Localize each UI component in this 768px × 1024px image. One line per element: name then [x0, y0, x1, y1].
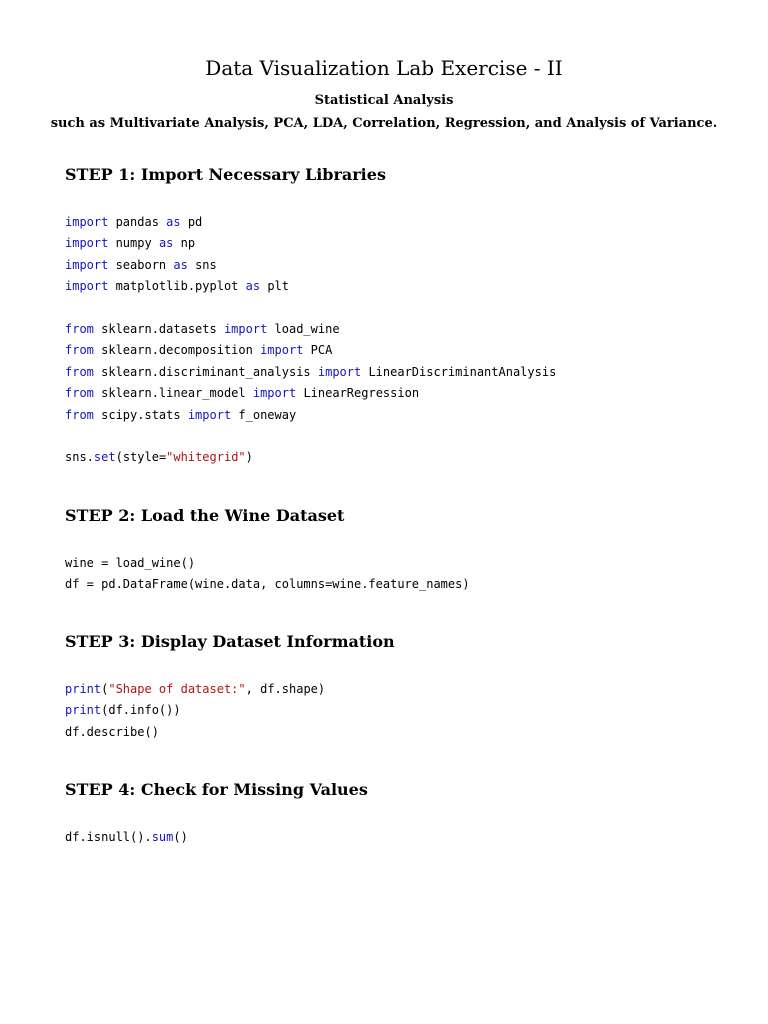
- code-line: [65, 340, 556, 361]
- code-line: [65, 212, 556, 233]
- code-text: df.isnull().: [65, 830, 152, 844]
- code-line: [65, 700, 325, 721]
- code-text: ): [245, 450, 253, 465]
- code-text: pd: [180, 215, 203, 229]
- code-text: sklearn.discriminant_analysis: [93, 364, 318, 379]
- code-text: (style=: [115, 450, 167, 465]
- code-keyword: as: [166, 215, 181, 229]
- code-text: LinearRegression: [296, 386, 420, 401]
- step-1-code-block: [65, 212, 556, 469]
- code-keyword: import: [65, 215, 109, 229]
- code-text: seaborn: [108, 257, 174, 272]
- step-4-code-block: [65, 827, 188, 848]
- code-text: plt: [260, 279, 289, 294]
- code-text: PCA: [303, 343, 333, 358]
- code-text: sns: [187, 257, 217, 272]
- code-text: pandas: [108, 215, 167, 229]
- code-keyword: from: [65, 386, 94, 401]
- step-3-code-block: [65, 679, 325, 743]
- code-string: "Shape of dataset:": [108, 682, 246, 696]
- code-line: [65, 553, 470, 574]
- code-keyword: import: [65, 257, 109, 272]
- code-text: (): [173, 830, 188, 844]
- code-text: load_wine: [267, 321, 340, 336]
- code-line: [65, 679, 325, 700]
- document-description: such as Multivariate Analysis, PCA, LDA, Correlation, Regression, and Analysis of Variance.: [50, 116, 718, 131]
- code-line: [65, 276, 556, 297]
- code-line: [65, 574, 470, 595]
- code-keyword: from: [65, 364, 94, 379]
- code-text: LinearDiscriminantAnalysis: [361, 364, 557, 379]
- code-text: matplotlib.pyplot: [108, 279, 246, 294]
- code-keyword: import: [187, 407, 232, 422]
- code-string: "whitegrid": [166, 450, 246, 465]
- code-text: f_oneway: [231, 407, 297, 422]
- code-keyword: from: [65, 321, 94, 336]
- code-text: sns.: [65, 450, 94, 465]
- code-text: np: [173, 236, 196, 251]
- code-text: sklearn.linear_model: [93, 386, 253, 401]
- code-text: , df.shape): [245, 682, 326, 696]
- document-subtitle: Statistical Analysis: [314, 93, 454, 108]
- code-keyword: import: [260, 343, 304, 358]
- step-1-heading: STEP 1: Import Necessary Libraries: [65, 165, 386, 184]
- code-line: [65, 426, 556, 447]
- code-text: sklearn.decomposition: [93, 343, 261, 358]
- code-line: [65, 447, 556, 468]
- code-line: [65, 319, 556, 340]
- code-text: sklearn.datasets: [93, 321, 224, 336]
- code-keyword: as: [245, 279, 261, 294]
- code-keyword: import: [317, 364, 362, 379]
- code-keyword: from: [65, 407, 94, 422]
- code-keyword: as: [173, 257, 188, 272]
- code-keyword: set: [93, 450, 116, 465]
- code-line: [65, 298, 556, 319]
- code-text: numpy: [108, 236, 159, 251]
- code-keyword: from: [65, 343, 94, 358]
- code-keyword: import: [65, 279, 109, 294]
- code-keyword: sum: [151, 830, 174, 844]
- code-text: (df.info()): [101, 703, 181, 718]
- code-text: wine = load_wine(): [65, 556, 196, 570]
- code-line: [65, 405, 556, 426]
- step-2-code-block: [65, 553, 470, 596]
- code-text: scipy.stats: [93, 407, 188, 422]
- code-text: (: [101, 682, 109, 696]
- code-keyword: import: [223, 321, 268, 336]
- step-2-heading: STEP 2: Load the Wine Dataset: [65, 506, 345, 525]
- code-line: [65, 383, 556, 404]
- code-keyword: print: [65, 703, 102, 718]
- code-keyword: import: [65, 236, 109, 251]
- document-title: Data Visualization Lab Exercise - II: [205, 56, 563, 80]
- code-line: [65, 233, 556, 254]
- step-4-heading: STEP 4: Check for Missing Values: [65, 780, 368, 799]
- code-text: df.describe(): [65, 724, 159, 739]
- code-text: df = pd.DataFrame(wine.data, columns=wine.feature_names): [65, 577, 470, 592]
- code-line: [65, 722, 325, 743]
- code-keyword: print: [65, 682, 102, 696]
- code-line: [65, 255, 556, 276]
- code-keyword: import: [252, 386, 297, 401]
- step-3-heading: STEP 3: Display Dataset Information: [65, 632, 395, 651]
- code-keyword: as: [158, 236, 174, 251]
- code-line: [65, 362, 556, 383]
- code-line: [65, 827, 188, 848]
